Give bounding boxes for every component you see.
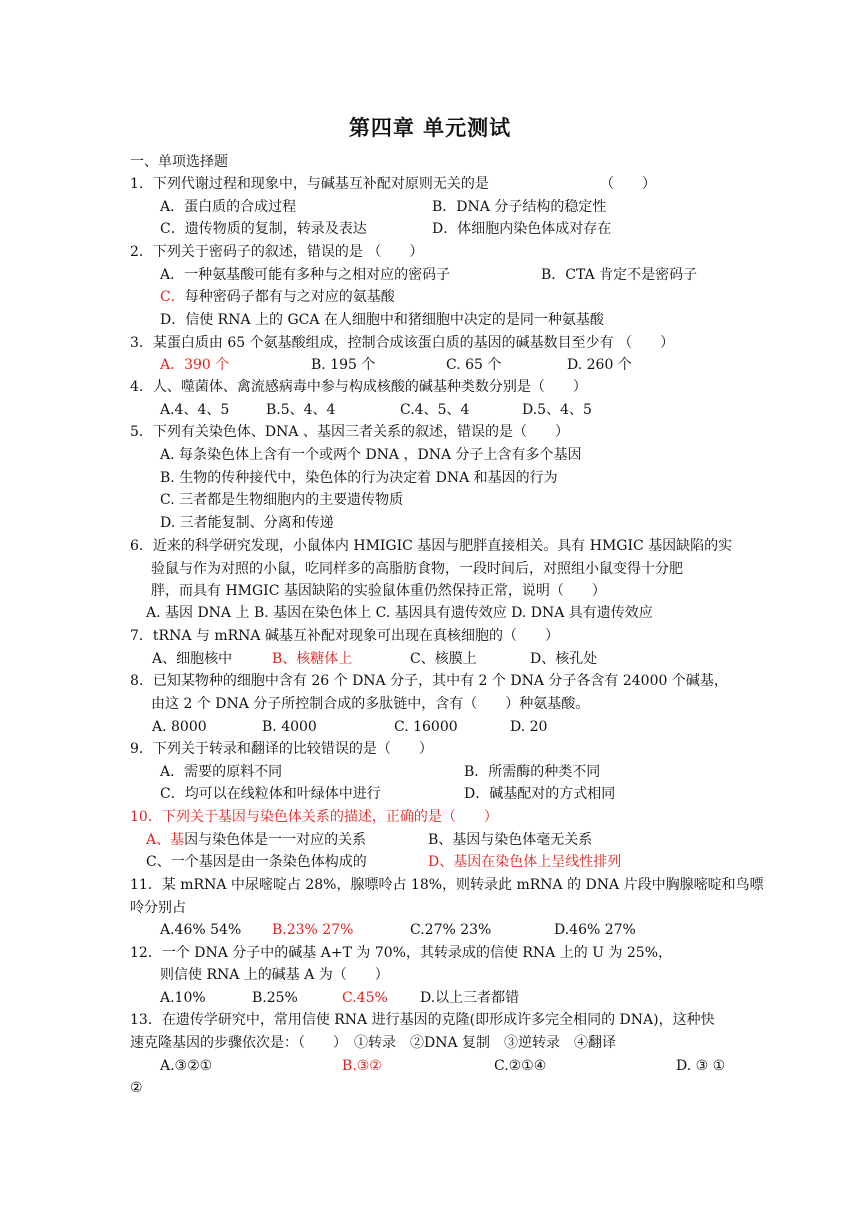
q9-option-a: A．需要的原料不同: [160, 764, 283, 780]
q10-option-d: D、基因在染色体上呈线性排列: [428, 854, 622, 870]
q11-option-c: C.27% 23%: [410, 922, 492, 938]
q4-option-c: C.4、5、4: [400, 402, 470, 418]
q1-option-c: C．遗传物质的复制，转录及表达: [160, 221, 367, 237]
q7-option-b: B、核糖体上: [272, 651, 353, 667]
q8-stem-line2: 由这 2 个 DNA 分子所控制合成的多肽链中，含有（ ）种氨基酸。: [151, 696, 590, 712]
q2-option-b: B．CTA 肯定不是密码子: [541, 267, 698, 283]
q6-options: A. 基因 DNA 上 B. 基因在染色体上 C. 基因具有遗传效应 D. DNA 具有遗传效应: [146, 605, 653, 621]
q3-option-b: B. 195 个: [311, 357, 376, 373]
q1-paren: （ ）: [600, 176, 656, 192]
q12-option-a: A.10%: [160, 990, 206, 1006]
q9-option-c: C．均可以在线粒体和叶绿体中进行: [160, 786, 381, 802]
q10-option-a-text: 因与染色体是一一对应的关系: [184, 832, 367, 848]
q12-stem-line2: 则信使 RNA 上的碱基 A 为（ ）: [160, 967, 389, 983]
q6-stem-line3: 胖，而具有 HMGIC 基因缺陷的实验鼠体重仍然保持正常，说明（ ）: [151, 583, 606, 599]
q13-stem-line2: 速克隆基因的步骤依次是：（ ） ①转录 ②DNA 复制 ③逆转录 ④翻译: [130, 1035, 617, 1051]
q8-stem-line1: 8．已知某物种的细胞中含有 26 个 DNA 分子，其中有 2 个 DNA 分子各含有 24000 个碱基，: [130, 673, 728, 689]
q12-option-b: B.25%: [252, 990, 298, 1006]
q10-option-a: [146, 830, 366, 850]
q12-stem-line1: 12．一个 DNA 分子中的碱基 A+T 为 70%，其转录成的信使 RNA 上的 U 为 25%，: [130, 945, 673, 961]
q2-option-c-text: 每种密码子都有与之对应的氨基酸: [184, 289, 395, 305]
q8-option-a: A. 8000: [152, 719, 207, 735]
q13-option-d: D. ③ ①: [676, 1058, 726, 1074]
q5-option-b: B. 生物的传种接代中，染色体的行为决定着 DNA 和基因的行为: [160, 470, 558, 486]
q11-stem-line1: 11．某 mRNA 中尿嘧啶占 28%，腺嘌呤占 18%，则转录此 mRNA 的 DNA 片段中胸腺嘧啶和鸟嘌: [130, 877, 764, 893]
q5-option-d: D. 三者能复制、分离和传递: [160, 515, 334, 531]
q10-option-b: B、基因与染色体毫无关系: [428, 832, 593, 848]
q10-stem: 10．下列关于基因与染色体关系的描述，正确的是（ ）: [130, 809, 498, 825]
q7-option-a: A、细胞核中: [152, 651, 233, 667]
q1-option-a: A．蛋白质的合成过程: [160, 199, 297, 215]
q6-stem-line1: 6．近来的科学研究发现，小鼠体内 HMIGIC 基因与肥胖直接相关。具有 HMGIC 基因缺陷的实: [130, 538, 733, 554]
section-heading: 一、单项选择题: [130, 154, 228, 170]
q13-option-a: A.③②①: [160, 1058, 213, 1074]
q2-stem: 2．下列关于密码子的叙述，错误的是 （ ）: [130, 244, 424, 260]
q7-option-c: C、核膜上: [410, 651, 477, 667]
q9-option-d: D．碱基配对的方式相同: [464, 786, 616, 802]
q11-option-a: A.46% 54%: [160, 922, 242, 938]
q6-stem-line2: 验鼠与作为对照的小鼠，吃同样多的高脂肪食物，一段时间后，对照组小鼠变得十分肥: [151, 561, 683, 577]
q2-option-d: D．信使 RNA 上的 GCA 在人细胞中和猪细胞中决定的是同一种氨基酸: [160, 312, 604, 328]
q4-option-b: B.5、4、4: [266, 402, 336, 418]
q2-option-c-letter: C．: [160, 289, 185, 305]
q1-option-d: D．体细胞内染色体成对存在: [432, 221, 612, 237]
q3-option-c: C. 65 个: [446, 357, 502, 373]
q3-option-a: A．390 个: [160, 357, 230, 373]
q2-option-a: A．一种氨基酸可能有多种与之相对应的密码子: [160, 267, 451, 283]
q13-stem-line1: 13．在遗传学研究中，常用信使 RNA 进行基因的克隆(即形成许多完全相同的 DNA)，这种快: [130, 1012, 715, 1028]
q13-option-b: B.③②: [342, 1058, 382, 1074]
q12-option-d: D.以上三者都错: [420, 990, 520, 1006]
q11-option-d: D.46% 27%: [554, 922, 636, 938]
q7-option-d: D、核孔处: [530, 651, 598, 667]
q9-stem: 9．下列关于转录和翻译的比较错误的是（ ）: [130, 741, 433, 757]
q11-option-b: B.23% 27%: [272, 922, 354, 938]
q2-option-c: [160, 287, 395, 307]
q11-stem-line2: 呤分别占: [130, 900, 186, 916]
q5-option-a: A. 每条染色体上含有一个或两个 DNA ，DNA 分子上含有多个基因: [160, 447, 582, 463]
q10-option-c: C、一个基因是由一条染色体构成的: [146, 854, 367, 870]
q12-option-c: C.45%: [342, 990, 388, 1006]
q4-stem: 4．人、噬菌体、禽流感病毒中参与构成核酸的碱基种类数分别是（ ）: [130, 379, 587, 395]
q3-stem: 3．某蛋白质由 65 个氨基酸组成，控制合成该蛋白质的基因的碱基数目至少有 （ ）: [130, 335, 675, 351]
q13-option-c: C.②①④: [494, 1058, 547, 1074]
q1-option-b: B．DNA 分子结构的稳定性: [432, 199, 607, 215]
q8-option-c: C. 16000: [394, 719, 458, 735]
q8-option-b: B. 4000: [262, 719, 317, 735]
q4-option-d: D.5、4、5: [522, 402, 592, 418]
q4-option-a: A.4、4、5: [160, 402, 230, 418]
q5-option-c: C. 三者都是生物细胞内的主要遗传物质: [160, 492, 404, 508]
q9-option-b: B．所需酶的种类不同: [464, 764, 601, 780]
q7-stem: 7．tRNA 与 mRNA 碱基互补配对现象可出现在真核细胞的（ ）: [130, 628, 559, 644]
q10-option-a-highlight: A、基: [146, 832, 185, 848]
q3-option-d: D. 260 个: [567, 357, 632, 373]
q13-option-d-wrap: ②: [130, 1080, 143, 1096]
q1-stem: 1．下列代谢过程和现象中，与碱基互补配对原则无关的是: [130, 176, 489, 192]
page-title: 第四章 单元测试: [348, 116, 512, 140]
q5-stem: 5．下列有关染色体、DNA 、基因三者关系的叙述，错误的是（ ）: [130, 424, 569, 440]
q8-option-d: D. 20: [510, 719, 548, 735]
